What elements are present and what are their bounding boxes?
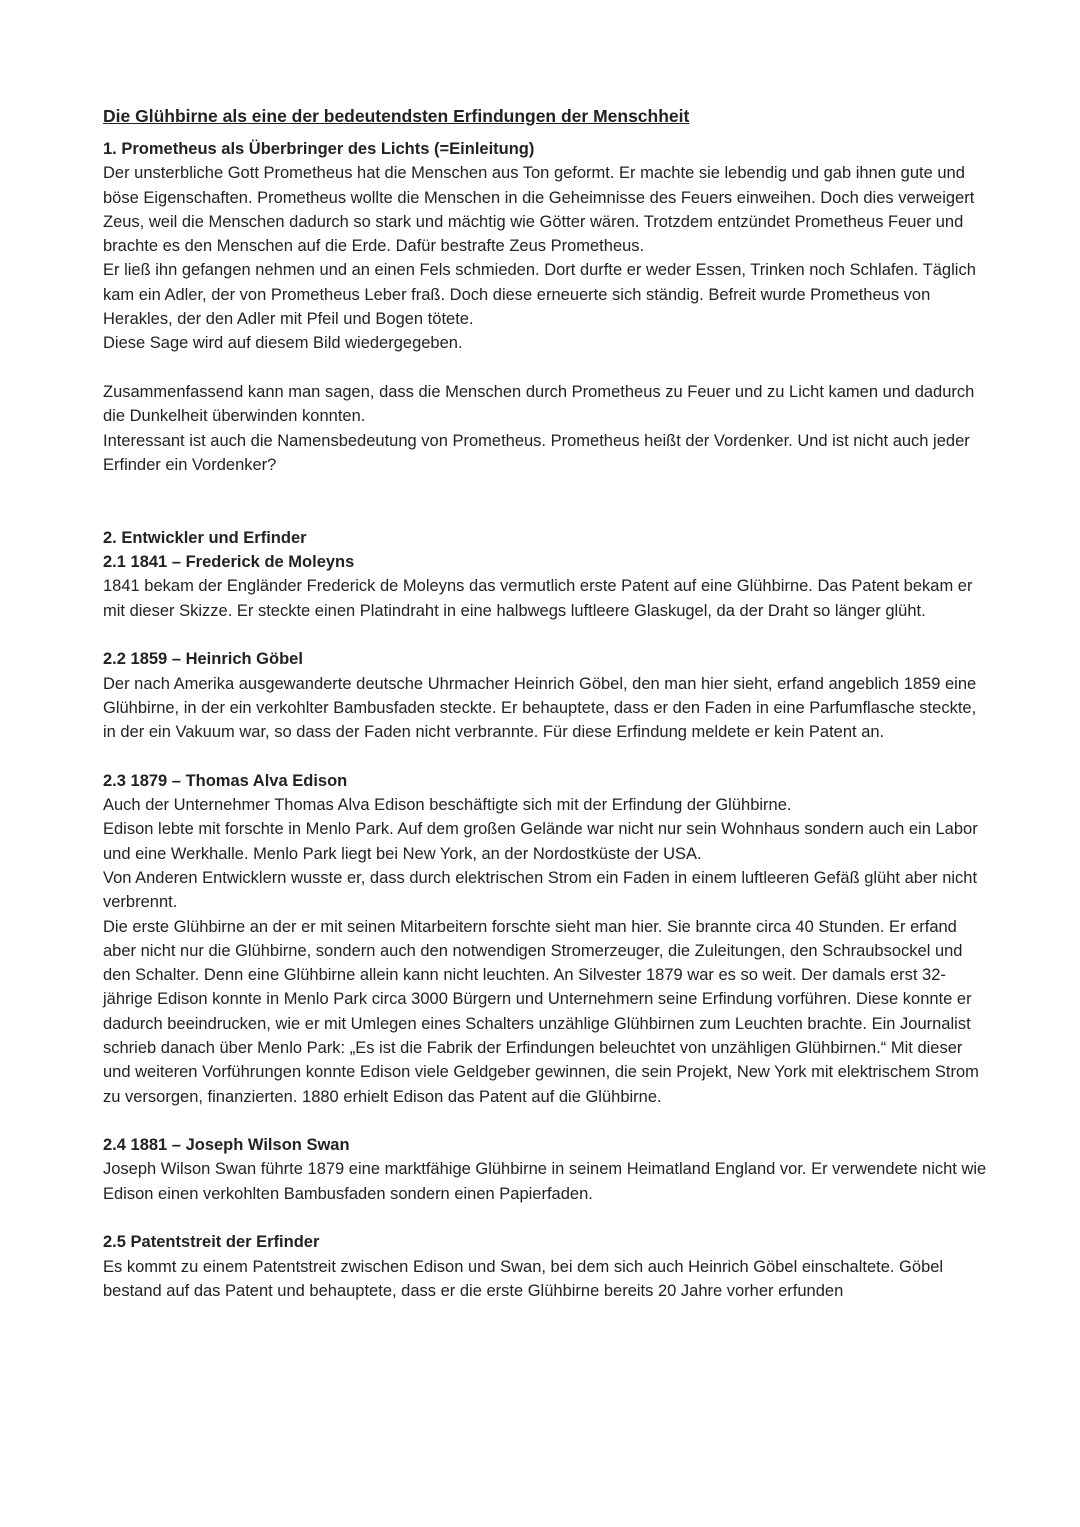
paragraph: Die erste Glühbirne an der er mit seinen Mitarbeitern forschte sieht man hier. Sie brannte circa 40 Stunden. Er erfand aber nicht nur die Glühbirne, sondern auch den notwendigen Stromerzeuger, die Zuleitungen, den Schraubsockel und den Schalter. Denn eine Glühbirne allein kann nicht leuchten. An Silvester 1879 war es so weit. Der damals erst 32-jährige Edison konnte in Menlo Park circa 3000 Bürgern und Unternehmern seine Erfindung vorführen. Diese konnte er dadurch beeindrucken, wie er mit Umlegen eines Schalters unzählige Glühbirnen zum Leuchten brachte. Ein Journalist schrieb danach über Menlo Park: „Es ist die Fabrik der Erfindungen beleuchtet von unzähligen Glühbirnen.“ Mit dieser und weiteren Vorführungen konnte Edison viele Geldgeber gewinnen, die sein Projekt, New York mit elektrischem Strom zu versorgen, finanzierten. 1880 erhielt Edison das Patent auf die Glühbirne.	[103, 917, 979, 1106]
section-2-3-heading: 2.3 1879 – Thomas Alva Edison	[103, 771, 348, 790]
paragraph: Der unsterbliche Gott Prometheus hat die Menschen aus Ton geformt. Er machte sie lebendig und gab ihnen gute und böse Eigenschaften. Prometheus wollte die Menschen in die Geheimnisse des Feuers einweihen. Doch dies verweigert Zeus, weil die Menschen dadurch so stark und mächtig wie Götter wären. Trotzdem entzündet Prometheus Feuer und brachte es den Menschen auf die Erde. Dafür bestrafte Zeus Prometheus.	[103, 164, 975, 256]
section-1-heading: 1. Prometheus als Überbringer des Lichts (=Einleitung)	[103, 140, 535, 158]
section-2	[103, 526, 993, 1304]
section-2-heading: 2. Entwickler und Erfinder	[103, 528, 307, 547]
paragraph: Diese Sage wird auf diesem Bild wiedergegeben.	[103, 334, 463, 353]
paragraph: Auch der Unternehmer Thomas Alva Edison beschäftigte sich mit der Erfindung der Glühbirne.	[103, 796, 792, 815]
section-2-1-heading: 2.1 1841 – Frederick de Moleyns	[103, 553, 355, 572]
paragraph: Von Anderen Entwicklern wusste er, dass durch elektrischen Strom ein Faden in einem luftleeren Gefäß glüht aber nicht verbrennt.	[103, 868, 978, 912]
section-2-5-heading: 2.5 Patentstreit der Erfinder	[103, 1233, 320, 1252]
section-2-4-heading: 2.4 1881 – Joseph Wilson Swan	[103, 1136, 350, 1155]
paragraph: Der nach Amerika ausgewanderte deutsche Uhrmacher Heinrich Göbel, den man hier sieht, erfand angeblich 1859 eine Glühbirne, in der ein verkohlter Bambusfaden steckte. Er behauptete, dass er den Faden in eine Parfumflasche steckte, in der ein Vakuum war, so dass der Faden nicht verbrannte. Für diese Erfindung meldete er kein Patent an.	[103, 674, 977, 742]
document-title: Die Glühbirne als eine der bedeutendsten Erfindungen der Menschheit	[103, 106, 690, 126]
paragraph: Zusammenfassend kann man sagen, dass die Menschen durch Prometheus zu Feuer und zu Licht kamen und dadurch die Dunkelheit überwinden konnten.	[103, 382, 975, 426]
document-page	[103, 104, 993, 1303]
section-1	[103, 137, 993, 477]
section-2-2-heading: 2.2 1859 – Heinrich Göbel	[103, 650, 303, 669]
paragraph: Es kommt zu einem Patentstreit zwischen Edison und Swan, bei dem sich auch Heinrich Göbel einschaltete. Göbel bestand auf das Patent und behauptete, dass er die erste Glühbirne bereits 20 Jahre vorher erfunden	[103, 1257, 944, 1300]
paragraph: Interessant ist auch die Namensbedeutung von Prometheus. Prometheus heißt der Vordenker. Und ist nicht auch jeder Erfinder ein Vordenker?	[103, 431, 970, 474]
paragraph: 1841 bekam der Engländer Frederick de Moleyns das vermutlich erste Patent auf eine Glühbirne. Das Patent bekam er mit dieser Skizze. Er steckte einen Platindraht in eine halbwegs luftleere Glaskugel, da der Draht so länger glüht.	[103, 577, 973, 620]
paragraph: Edison lebte mit forschte in Menlo Park. Auf dem großen Gelände war nicht nur sein Wohnhaus sondern auch ein Labor und eine Werkhalle. Menlo Park liegt bei New York, an der Nordostküste der USA.	[103, 820, 978, 863]
paragraph: Joseph Wilson Swan führte 1879 eine marktfähige Glühbirne in seinem Heimatland England vor. Er verwendete nicht wie Edison einen verkohlten Bambusfaden sondern einen Papierfaden.	[103, 1160, 987, 1203]
paragraph: Er ließ ihn gefangen nehmen und an einen Fels schmieden. Dort durfte er weder Essen, Trinken noch Schlafen. Täglich kam ein Adler, der von Prometheus Leber fraß. Doch diese erneuerte sich ständig. Befreit wurde Prometheus von Herakles, der den Adler mit Pfeil und Bogen tötete.	[103, 261, 976, 329]
